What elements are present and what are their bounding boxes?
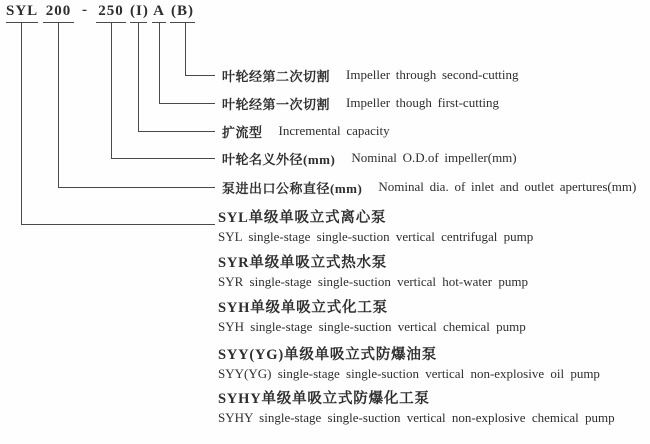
callout-impeller-od [222,149,517,167]
connector-vline-impeller-diameter [111,23,112,158]
connector-hline-first-cut [159,103,215,104]
callout-second-cutting [222,66,519,84]
code-segment-inlet-outlet-diameter: 200 [43,4,74,23]
callout-incremental-capacity-zh: 扩流型 [222,124,263,140]
series-syhy-zh: SYHY单级单吸立式防爆化工泵 [218,391,430,407]
connector-vline-first-cut [159,23,160,103]
callout-second-cutting-en: Impeller through second-cutting [346,67,519,82]
callout-impeller-od-zh: 叶轮名义外径(mm) [222,151,336,167]
code-segment-second-cut: (B) [170,4,195,23]
code-segment-first-cut: A [152,4,166,23]
connector-hline-inlet-outlet [58,187,215,188]
connector-hline-impeller-diameter [111,158,215,159]
connector-hline-series [21,224,215,225]
callout-first-cutting-en: Impeller though first-cutting [346,95,500,110]
series-item-syhy [218,391,615,426]
connector-vline-incremental [138,23,139,131]
callout-incremental-capacity [222,122,390,140]
code-segment-impeller-diameter: 250 [96,4,126,23]
callout-first-cutting-zh: 叶轮经第一次切割 [222,96,331,112]
connector-vline-series [21,23,22,224]
code-separator: - [82,2,87,18]
series-item-syr [218,255,528,290]
series-item-syl [218,210,533,245]
series-item-syy-yg [218,347,600,382]
callout-inlet-outlet-diameter-zh: 泵进出口公称直径(mm) [222,180,363,196]
series-syhy-en: SYHY single-stage single-suction vertical non-explosive chemical pump [218,410,615,425]
connector-vline-inlet-outlet [58,23,59,187]
callout-impeller-od-en: Nominal O.D.of impeller(mm) [351,150,517,165]
callout-second-cutting-zh: 叶轮经第二次切割 [222,68,331,84]
series-syh-en: SYH single-stage single-suction vertical chemical pump [218,319,526,334]
connector-hline-second-cut [185,75,215,76]
series-syl-zh: SYL单级单吸立式离心泵 [218,210,387,226]
code-segment-incremental: (I) [130,4,147,23]
callout-inlet-outlet-diameter-en: Nominal dia. of inlet and outlet apertures(mm) [378,179,637,194]
connector-vline-second-cut [185,23,186,75]
callout-inlet-outlet-diameter [222,178,636,196]
series-syr-en: SYR single-stage single-suction vertical hot-water pump [218,274,528,289]
connector-hline-incremental [138,131,215,132]
callout-incremental-capacity-en: Incremental capacity [278,123,390,138]
callout-first-cutting [222,94,499,112]
code-segment-series: SYL [6,4,38,23]
series-syr-zh: SYR单级单吸立式热水泵 [218,255,388,271]
series-syl-en: SYL single-stage single-suction vertical centrifugal pump [218,229,534,244]
series-syy-yg-en: SYY(YG) single-stage single-suction vertical non-explosive oil pump [218,366,600,381]
series-item-syh [218,300,526,335]
series-syh-zh: SYH单级单吸立式化工泵 [218,300,388,316]
series-syy-yg-zh: SYY(YG)单级单吸立式防爆油泵 [218,347,438,363]
